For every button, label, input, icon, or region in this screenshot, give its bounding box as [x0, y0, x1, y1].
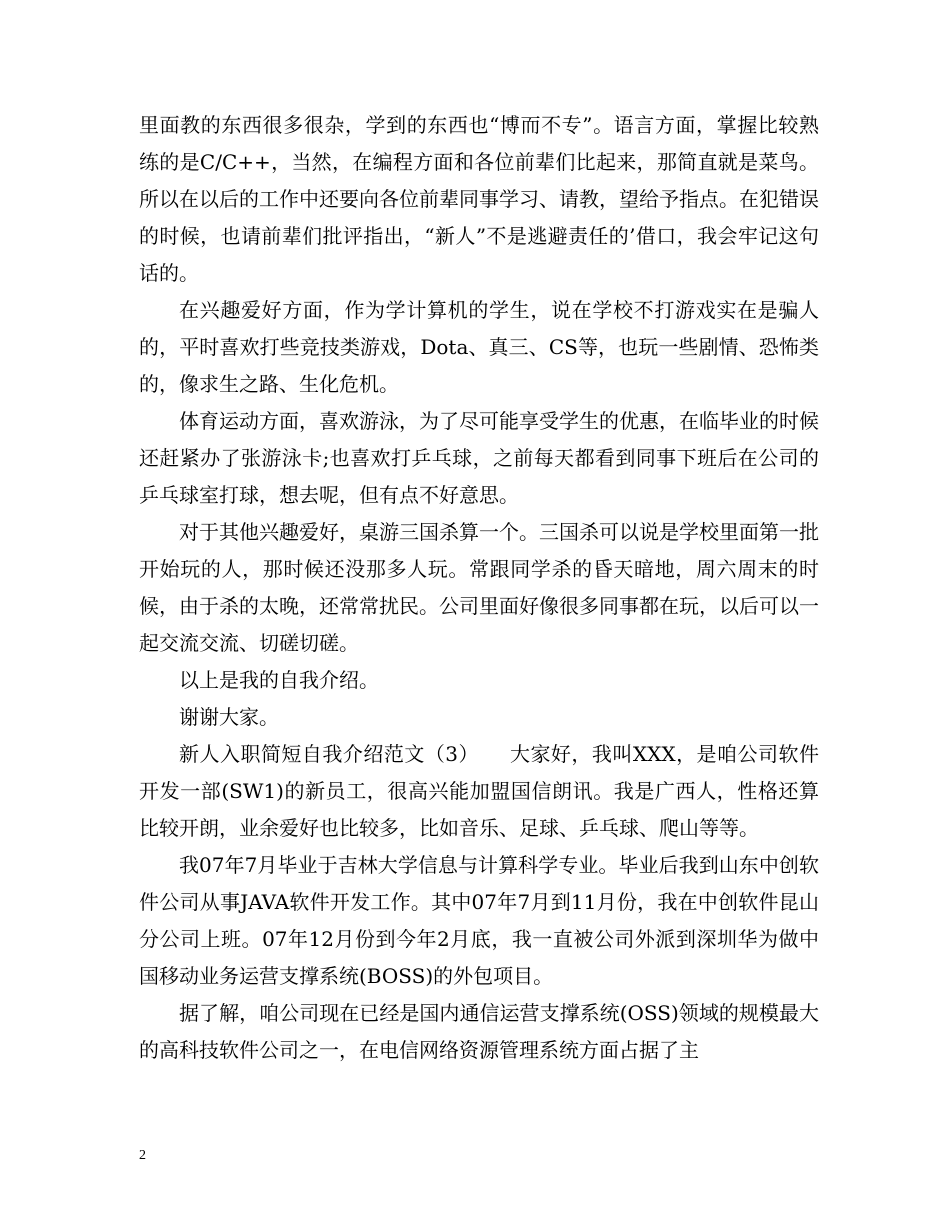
- paragraph-3: 体育运动方面，喜欢游泳，为了尽可能享受学生的优惠，在临毕业的时候还赶紧办了张游泳卡;也喜欢打乒乓球，之前每天都看到同事下班后在公司的乒乓球室打球，想去呢，但有点不好意思。: [139, 409, 819, 507]
- paragraph-7: 新人入职简短自我介绍范文（3） 大家好，我叫XXX，是咱公司软件开发一部(SW1)的新员工，很高兴能加盟国信朗讯。我是广西人，性格还算比较开朗，业余爱好也比较多，比如音乐、足球、乒乓球、爬山等等。: [139, 742, 819, 840]
- paragraph-5: 以上是我的自我介绍。: [179, 668, 379, 692]
- page-number: 2: [139, 1148, 146, 1163]
- paragraph-9: 据了解，咱公司现在已经是国内通信运营支撑系统(OSS)领域的规模最大的高科技软件公司之一，在电信网络资源管理系统方面占据了主: [139, 1001, 819, 1062]
- paragraph-1: 里面教的东西很多很杂，学到的东西也“博而不专”。语言方面，掌握比较熟练的是C/C++，当然，在编程方面和各位前辈们比起来，那简直就是菜鸟。所以在以后的工作中还要向各位前辈同事学习、请教，望给予指点。在犯错误的时候，也请前辈们批评指出，“新人”不是逃避责任的’借口，我会牢记这句话的。: [139, 113, 819, 285]
- paragraph-2: 在兴趣爱好方面，作为学计算机的学生，说在学校不打游戏实在是骗人的，平时喜欢打些竞技类游戏，Dota、真三、CS等，也玩一些剧情、恐怖类的，像求生之路、生化危机。: [139, 298, 819, 396]
- document-body: [139, 107, 819, 1069]
- paragraph-6: 谢谢大家。: [179, 705, 279, 729]
- paragraph-4: 对于其他兴趣爱好，桌游三国杀算一个。三国杀可以说是学校里面第一批开始玩的人，那时候还没那多人玩。常跟同学杀的昏天暗地，周六周末的时候，由于杀的太晚，还常常扰民。公司里面好像很多同事都在玩，以后可以一起交流交流、切磋切磋。: [139, 520, 819, 655]
- paragraph-8: 我07年7月毕业于吉林大学信息与计算科学专业。毕业后我到山东中创软件公司从事JAVA软件开发工作。其中07年7月到11月份，我在中创软件昆山分公司上班。07年12月份到今年2月底，我一直被公司外派到深圳华为做中国移动业务运营支撑系统(BOSS)的外包项目。: [139, 853, 819, 988]
